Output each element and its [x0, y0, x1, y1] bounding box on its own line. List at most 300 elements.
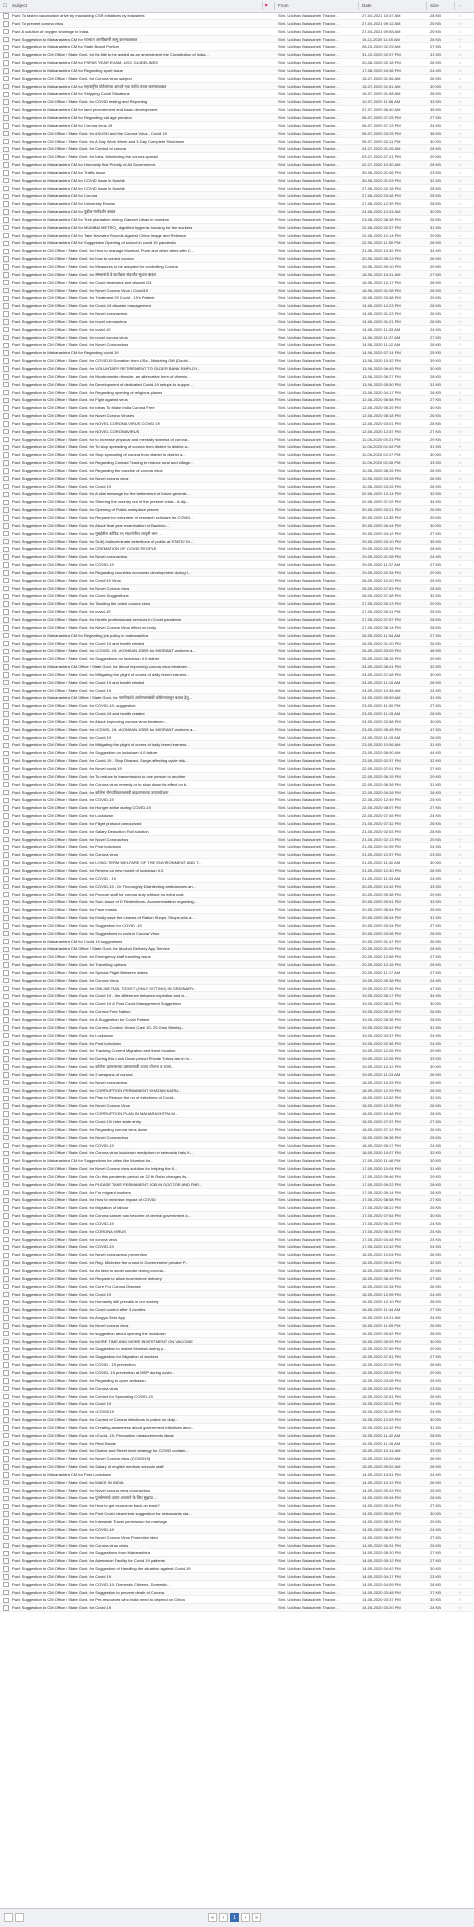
- star-icon[interactable]: ☆: [458, 993, 462, 999]
- message-subject[interactable]: Fwd: Suggestion to CM Office / State Govt. for How to get economic back on track?: [12, 1503, 160, 1509]
- current-page[interactable]: 1: [230, 1913, 239, 1922]
- star-icon[interactable]: ☆: [458, 750, 462, 756]
- message-row[interactable]: [0, 1047, 474, 1055]
- row-checkbox-icon[interactable]: [3, 1228, 9, 1235]
- message-subject[interactable]: Fwd: Suggestion to CM Office / State Govt. for Humanity still prevails in our society: [12, 1299, 159, 1305]
- row-checkbox-icon[interactable]: [3, 1502, 9, 1509]
- star-icon[interactable]: ☆: [458, 632, 462, 638]
- message-row[interactable]: [0, 1236, 474, 1244]
- message-subject[interactable]: Fwd: Suggestion to CM Office / State Govt. for COVID19 Donation from USa - Matching Gift (Doubl...: [12, 358, 191, 364]
- star-icon[interactable]: ☆: [458, 1205, 462, 1211]
- message-row[interactable]: [0, 1494, 474, 1502]
- message-subject[interactable]: Fwd: Suggestion to CM Office / State Govt. for Covid 19: [12, 1401, 112, 1407]
- star-icon[interactable]: ☆: [458, 373, 462, 379]
- star-icon[interactable]: ☆: [458, 915, 462, 921]
- message-row[interactable]: [0, 883, 474, 891]
- star-icon[interactable]: ☆: [458, 1071, 462, 1077]
- star-icon[interactable]: ☆: [458, 624, 462, 630]
- row-checkbox-icon[interactable]: [3, 1267, 9, 1274]
- star-icon[interactable]: ☆: [458, 1079, 462, 1085]
- message-row[interactable]: [0, 545, 474, 553]
- star-icon[interactable]: ☆: [458, 232, 462, 238]
- row-checkbox-icon[interactable]: [3, 483, 9, 490]
- star-icon[interactable]: ☆: [458, 1260, 462, 1266]
- star-icon[interactable]: ☆: [458, 177, 462, 183]
- row-checkbox-icon[interactable]: [3, 1173, 9, 1180]
- message-subject[interactable]: Fwd: Suggestion to CM Office / State Govt. for Covid 19 & Post Covid Management Suggestion: [12, 1001, 181, 1007]
- star-icon[interactable]: ☆: [458, 726, 462, 732]
- star-icon[interactable]: ☆: [458, 883, 462, 889]
- message-subject[interactable]: Fwd: Suggestion to CM Office / State Govt. for Control of Corona infections in police on duty...: [12, 1417, 178, 1423]
- message-row[interactable]: [0, 1604, 474, 1612]
- message-row[interactable]: [0, 789, 474, 797]
- message-row[interactable]: [0, 106, 474, 114]
- message-subject[interactable]: Fwd: Suggestion to CM Office / State Govt. for COVID-19: [12, 562, 114, 568]
- star-icon[interactable]: ☆: [458, 899, 462, 905]
- message-subject[interactable]: Fwd: Suggestion to CM Office / State Govt. for संस्थानांचे वे कार्यक्रम संदर्भात सूचना बाबत: [12, 271, 156, 277]
- message-subject[interactable]: Fwd: Suggestion to CM Office / State Govt. for novel corona virus: [12, 334, 128, 340]
- star-icon[interactable]: ☆: [458, 428, 462, 434]
- message-subject[interactable]: Fwd: Suggestion to CM Office / State Govt. for Novel Corona Virus effect on body: [12, 624, 157, 630]
- row-checkbox-icon[interactable]: [3, 977, 9, 984]
- message-subject[interactable]: Fwd: Suggestion to CM Office / State Govt. for COVID-19: [12, 1142, 114, 1148]
- row-checkbox-icon[interactable]: [3, 1416, 9, 1423]
- star-icon[interactable]: ☆: [458, 718, 462, 724]
- message-row[interactable]: [0, 247, 474, 255]
- message-subject[interactable]: Fwd: Suggestion to CM Office / State Govt. for Review on new model of lockdown 4.0: [12, 867, 164, 873]
- message-subject[interactable]: Fwd: Suggestion to CM Office / State Govt. for Creating awareness about government initiatives amo...: [12, 1424, 195, 1430]
- row-checkbox-icon[interactable]: [3, 1204, 9, 1211]
- message-row[interactable]: [0, 310, 474, 318]
- message-subject[interactable]: Fwd: Suggestion to Maharashtra CM for Suggestion Opening of school in covid 19 pandemic: [12, 240, 177, 246]
- message-subject[interactable]: Fwd: Suggestion to Maharashtra CM for Corona virus 19: [12, 122, 113, 128]
- message-subject[interactable]: Fwd: Suggestion to CM Office / State Govt. for novel coronavirus: [12, 318, 127, 324]
- message-row[interactable]: [0, 1259, 474, 1267]
- row-checkbox-icon[interactable]: [3, 592, 9, 599]
- message-row[interactable]: [0, 1345, 474, 1353]
- row-checkbox-icon[interactable]: [3, 1275, 9, 1282]
- message-row[interactable]: [0, 185, 474, 193]
- message-subject[interactable]: Fwd: Suggestion to CM Office / State Govt. for Ideas To Make India Corona Free: [12, 405, 155, 411]
- row-checkbox-icon[interactable]: [3, 734, 9, 741]
- message-row[interactable]: [0, 1228, 474, 1236]
- row-checkbox-icon[interactable]: [3, 1322, 9, 1329]
- message-row[interactable]: [0, 891, 474, 899]
- star-icon[interactable]: ☆: [458, 985, 462, 991]
- message-subject[interactable]: Fwd: Suggestion to CM Office / State Govt. for Novel Corona virus: [12, 585, 130, 591]
- message-subject[interactable]: Fwd: Suggestion to CM Office / State Govt. for Post lockdown: [12, 1040, 122, 1046]
- message-subject[interactable]: Fwd: Suggestion to CM Office / State Govt. for Interstate Travel permission for marriage: [12, 1519, 168, 1524]
- row-checkbox-icon[interactable]: [3, 1259, 9, 1266]
- message-row[interactable]: [0, 961, 474, 969]
- message-row[interactable]: [0, 169, 474, 177]
- message-row[interactable]: [0, 1087, 474, 1095]
- star-icon[interactable]: ☆: [458, 169, 462, 175]
- message-row[interactable]: [0, 1400, 474, 1408]
- star-icon[interactable]: ☆: [458, 193, 462, 199]
- message-row[interactable]: [0, 1055, 474, 1063]
- message-row[interactable]: [0, 1573, 474, 1581]
- from-column-header[interactable]: From: [278, 3, 289, 8]
- message-row[interactable]: [0, 451, 474, 459]
- row-checkbox-icon[interactable]: [3, 1518, 9, 1525]
- message-subject[interactable]: Fwd: Suggestion to CM Office / State Govt. for Steering the country out of the present crisis - A dip...: [12, 499, 190, 505]
- message-row[interactable]: [0, 1416, 474, 1424]
- message-row[interactable]: [0, 851, 474, 859]
- message-subject[interactable]: Fwd: Suggestion to CM Office / State Govt. for पुनर्वसनाचे उपाय अपनाने के लिए सुझाव ...: [12, 1495, 158, 1501]
- message-row[interactable]: [0, 263, 474, 271]
- message-row[interactable]: [0, 1424, 474, 1432]
- message-row[interactable]: [0, 1251, 474, 1259]
- message-row[interactable]: [0, 530, 474, 538]
- message-row[interactable]: [0, 1243, 474, 1251]
- message-subject[interactable]: Fwd: Suggestion to CM Office / State Govt. for Novel corona virus: [12, 475, 129, 481]
- row-checkbox-icon[interactable]: [3, 561, 9, 568]
- star-icon[interactable]: ☆: [458, 1189, 462, 1195]
- star-icon[interactable]: ☆: [458, 1322, 462, 1328]
- star-icon[interactable]: ☆: [458, 836, 462, 842]
- star-icon[interactable]: ☆: [458, 256, 462, 262]
- message-row[interactable]: [0, 843, 474, 851]
- row-checkbox-icon[interactable]: [3, 28, 9, 35]
- row-checkbox-icon[interactable]: [3, 443, 9, 450]
- star-icon[interactable]: ☆: [458, 185, 462, 191]
- row-checkbox-icon[interactable]: [3, 475, 9, 482]
- message-row[interactable]: [0, 1479, 474, 1487]
- star-icon[interactable]: ☆: [458, 813, 462, 819]
- star-icon[interactable]: ☆: [458, 248, 462, 254]
- row-checkbox-icon[interactable]: [3, 859, 9, 866]
- row-checkbox-icon[interactable]: [3, 1385, 9, 1392]
- message-subject[interactable]: Fwd: Suggestion to CM Office / State Govt. for Novel Coronavirus: [12, 836, 129, 842]
- message-row[interactable]: [0, 663, 474, 671]
- message-subject[interactable]: Fwd: Suggestion to CM Office / State Govt. for COVID-19: [12, 797, 114, 803]
- message-row[interactable]: [0, 255, 474, 263]
- message-row[interactable]: [0, 475, 474, 483]
- message-subject[interactable]: Fwd: Suggestion to CM Office / State Govt. for How to manage Mumbai, Pune and other cities with C...: [12, 248, 195, 254]
- row-checkbox-icon[interactable]: [3, 1393, 9, 1400]
- message-subject[interactable]: Fwd: Suggestion to CM Office / State Govt. for Mitigating the plight of crores of daily breed earners...: [12, 671, 190, 677]
- star-icon[interactable]: ☆: [458, 577, 462, 583]
- star-icon[interactable]: ☆: [458, 1064, 462, 1070]
- row-checkbox-icon[interactable]: [3, 898, 9, 905]
- message-row[interactable]: [0, 1369, 474, 1377]
- row-checkbox-icon[interactable]: [3, 318, 9, 325]
- star-icon[interactable]: ☆: [458, 1173, 462, 1179]
- message-row[interactable]: [0, 1353, 474, 1361]
- row-checkbox-icon[interactable]: [3, 812, 9, 819]
- row-checkbox-icon[interactable]: [3, 922, 9, 929]
- message-subject[interactable]: Fwd: Suggestion to CM Office / State Govt. for corona virus: [12, 1236, 118, 1242]
- message-row[interactable]: [0, 804, 474, 812]
- message-row[interactable]: [0, 138, 474, 146]
- star-icon[interactable]: ☆: [458, 1315, 462, 1321]
- message-subject[interactable]: Fwd: Suggestion to CM Office / State Govt. for Novel Coronavirus: [12, 1134, 129, 1140]
- row-checkbox-icon[interactable]: [3, 287, 9, 294]
- message-subject[interactable]: Fwd: Suggestion to CM Office / State Govt. for Cure For Corona Disease: [12, 1283, 141, 1289]
- message-subject[interactable]: Fwd: Suggestion to CM Office / State Govt. for An idea to avoid suicide during corona...: [12, 1268, 167, 1273]
- message-subject[interactable]: Fwd: Suggestion to CM Office / State Govt. for Novel Corona virus (COVID19): [12, 1456, 151, 1462]
- row-checkbox-icon[interactable]: [3, 1071, 9, 1078]
- star-icon[interactable]: ☆: [458, 1213, 462, 1219]
- message-subject[interactable]: Fwd: Suggestion to CM Office / State Govt. for Novel Coronavirus: [12, 342, 129, 348]
- message-row[interactable]: [0, 318, 474, 326]
- row-checkbox-icon[interactable]: [3, 153, 9, 160]
- message-row[interactable]: [0, 977, 474, 985]
- star-icon[interactable]: ☆: [458, 381, 462, 387]
- row-checkbox-icon[interactable]: [3, 1283, 9, 1290]
- message-row[interactable]: [0, 506, 474, 514]
- row-checkbox-icon[interactable]: [3, 1455, 9, 1462]
- row-checkbox-icon[interactable]: [3, 883, 9, 890]
- message-subject[interactable]: Fwd: Suggestion to CM Office / State Govt. for A Day Work Week and 3-Day Complete Shutdown: [12, 138, 185, 144]
- row-checkbox-icon[interactable]: [3, 1432, 9, 1439]
- message-subject[interactable]: Fwd: Suggestion to CM Office / State Govt. for Emergency staff traveling issue: [12, 954, 151, 960]
- star-icon[interactable]: ☆: [458, 452, 462, 458]
- row-checkbox-icon[interactable]: [3, 349, 9, 356]
- row-checkbox-icon[interactable]: [3, 1361, 9, 1368]
- message-row[interactable]: [0, 467, 474, 475]
- star-icon[interactable]: ☆: [458, 1118, 462, 1124]
- star-icon[interactable]: ☆: [458, 828, 462, 834]
- message-row[interactable]: [0, 1557, 474, 1565]
- row-checkbox-icon[interactable]: [3, 412, 9, 419]
- message-row[interactable]: [0, 514, 474, 522]
- message-row[interactable]: [0, 59, 474, 67]
- message-row[interactable]: [0, 1589, 474, 1597]
- message-subject[interactable]: Fwd: Suggestion to CM Office / State Govt. for Tackling the nobel corona virus: [12, 601, 151, 607]
- row-checkbox-icon[interactable]: [3, 1024, 9, 1031]
- star-icon[interactable]: ☆: [458, 907, 462, 913]
- star-icon[interactable]: ☆: [458, 483, 462, 489]
- star-icon[interactable]: ☆: [458, 436, 462, 442]
- message-subject[interactable]: Fwd: Suggestion to CM Office / State Govt. for Suggestions to control Corona Virus: [12, 930, 160, 936]
- row-checkbox-icon[interactable]: [3, 1008, 9, 1015]
- message-subject[interactable]: Fwd: Suggestion to CM Office / State Govt. for During this Lock Down period Private Tutors are in m...: [12, 1056, 193, 1062]
- message-row[interactable]: [0, 1518, 474, 1526]
- star-icon[interactable]: ☆: [458, 1087, 462, 1093]
- message-row[interactable]: [0, 365, 474, 373]
- star-icon[interactable]: ☆: [458, 162, 462, 168]
- message-subject[interactable]: Fwd: Suggestion to CM Office / State Govt. for CREMATION OF COVID PEOPLE: [12, 546, 157, 552]
- row-checkbox-icon[interactable]: [3, 608, 9, 615]
- star-icon[interactable]: ☆: [458, 867, 462, 873]
- star-icon[interactable]: ☆: [458, 342, 462, 348]
- message-row[interactable]: [0, 561, 474, 569]
- star-icon[interactable]: ☆: [458, 789, 462, 795]
- row-checkbox-icon[interactable]: [3, 906, 9, 913]
- message-row[interactable]: [0, 1142, 474, 1150]
- message-subject[interactable]: Fwd: To prevent corona virus: [12, 20, 64, 26]
- row-checkbox-icon[interactable]: [3, 1087, 9, 1094]
- message-row[interactable]: [0, 969, 474, 977]
- message-subject[interactable]: Fwd: Suggestion to CM Office / State Govt. for Novel Corona Virus Protection idea: [12, 1534, 158, 1540]
- star-icon[interactable]: ☆: [458, 946, 462, 952]
- message-row[interactable]: [0, 1440, 474, 1448]
- message-subject[interactable]: Fwd: Suggestion to CM Office / State Govt. for Novel coronavirus prevention: [12, 1252, 148, 1258]
- star-icon[interactable]: ☆: [458, 703, 462, 709]
- message-row[interactable]: [0, 177, 474, 185]
- star-icon[interactable]: ☆: [458, 67, 462, 73]
- row-checkbox-icon[interactable]: [3, 294, 9, 301]
- message-subject[interactable]: Fwd: Suggestion to CM Office / State Govt. for Measures to be adopted for controlling Corona: [12, 264, 178, 269]
- row-checkbox-icon[interactable]: [3, 1471, 9, 1478]
- row-checkbox-icon[interactable]: [3, 389, 9, 396]
- star-icon[interactable]: ☆: [458, 1456, 462, 1462]
- message-subject[interactable]: Fwd: Suggestion to CM Office / State Govt. for Regarding corona virus down: [12, 1126, 148, 1132]
- message-subject[interactable]: Fwd: Suggestion to CM Office / State Govt. for Covid 19: [12, 1291, 112, 1297]
- message-row[interactable]: [0, 1455, 474, 1463]
- row-checkbox-icon[interactable]: [3, 83, 9, 90]
- message-subject[interactable]: Fwd: Suggestion to CM Office / State Govt. for Covid 19 - the difference between expertise and vi...: [12, 993, 188, 999]
- message-row[interactable]: [0, 349, 474, 357]
- star-icon[interactable]: ☆: [458, 1158, 462, 1164]
- message-subject[interactable]: Fwd: Suggestion to CM Office / State Govt. for Covid-19 and health related: [12, 711, 145, 717]
- message-row[interactable]: [0, 1189, 474, 1197]
- row-checkbox-icon[interactable]: [3, 36, 9, 43]
- row-checkbox-icon[interactable]: [3, 451, 9, 458]
- row-checkbox-icon[interactable]: [3, 569, 9, 576]
- star-icon[interactable]: ☆: [458, 1393, 462, 1399]
- star-icon[interactable]: ☆: [458, 224, 462, 230]
- message-subject[interactable]: Fwd: Suggestion to CM Office / State Govt. for Novel coronavirus: [12, 554, 128, 560]
- message-subject[interactable]: Fwd: Suggestion to CM Office / State Govt. for Health professionals services in Covid pandemic: [12, 616, 182, 622]
- star-icon[interactable]: ☆: [458, 546, 462, 552]
- star-icon[interactable]: ☆: [458, 1017, 462, 1022]
- row-checkbox-icon[interactable]: [3, 1338, 9, 1345]
- star-icon[interactable]: ☆: [458, 562, 462, 568]
- message-subject[interactable]: Fwd: Suggestion to CM Office / State Govt. for Regarding opening of religious places: [12, 389, 163, 395]
- star-icon[interactable]: ☆: [458, 805, 462, 811]
- row-checkbox-icon[interactable]: [3, 1047, 9, 1054]
- message-row[interactable]: [0, 1275, 474, 1283]
- row-checkbox-icon[interactable]: [3, 1573, 9, 1580]
- message-subject[interactable]: Fwd: A solution of oxygen shortage in India.: [12, 28, 90, 34]
- row-checkbox-icon[interactable]: [3, 310, 9, 317]
- message-subject[interactable]: Fwd: Suggestion to CM Office / State Govt. for Regarding countries economic development during t...: [12, 569, 192, 575]
- message-row[interactable]: [0, 208, 474, 216]
- row-checkbox-icon[interactable]: [3, 420, 9, 427]
- star-icon[interactable]: ☆: [458, 758, 462, 764]
- row-checkbox-icon[interactable]: [3, 749, 9, 756]
- row-checkbox-icon[interactable]: [3, 663, 9, 670]
- message-subject[interactable]: Fwd: Suggestion to CM Office / State Govt. for Regarding Contact Tracing to reduce rural and village...: [12, 460, 194, 466]
- star-icon[interactable]: ☆: [458, 954, 462, 960]
- message-row[interactable]: [0, 647, 474, 655]
- star-icon[interactable]: ☆: [458, 467, 462, 473]
- message-subject[interactable]: Fwd: Suggestion to CM Office / State Govt. for Special Flight Between states: [12, 969, 148, 975]
- star-icon[interactable]: ☆: [458, 1228, 462, 1234]
- star-icon[interactable]: ☆: [458, 1424, 462, 1430]
- star-icon[interactable]: ☆: [458, 1283, 462, 1289]
- star-icon[interactable]: ☆: [458, 36, 462, 42]
- row-checkbox-icon[interactable]: [3, 51, 9, 58]
- star-icon[interactable]: ☆: [458, 1401, 462, 1407]
- message-row[interactable]: [0, 1534, 474, 1542]
- row-checkbox-icon[interactable]: [3, 1196, 9, 1203]
- star-icon[interactable]: ☆: [458, 91, 462, 97]
- message-subject[interactable]: Fwd: Suggestion to CM Office / State Govt. for Regarding to open ambassu: [12, 1377, 146, 1383]
- row-checkbox-icon[interactable]: [3, 1377, 9, 1384]
- star-icon[interactable]: ☆: [458, 1558, 462, 1564]
- message-row[interactable]: [0, 12, 474, 20]
- star-icon[interactable]: ☆: [458, 1440, 462, 1446]
- star-icon[interactable]: ☆: [458, 1150, 462, 1156]
- star-icon[interactable]: ☆: [458, 240, 462, 246]
- row-checkbox-icon[interactable]: [3, 98, 9, 105]
- message-subject[interactable]: Fwd: Suggestion to CM Office / State Govt. for Reg. Minimize the crowd in Government/ private/ P...: [12, 1260, 189, 1266]
- message-row[interactable]: [0, 600, 474, 608]
- row-checkbox-icon[interactable]: [3, 992, 9, 999]
- message-row[interactable]: [0, 279, 474, 287]
- message-subject[interactable]: Fwd: Suggestion to CM Office / State Govt. for Face masks: [12, 907, 117, 913]
- message-subject[interactable]: Fwd: Suggestion to CM Office / State Govt. for to increase physical and mentally stamina of corona...: [12, 436, 191, 442]
- row-checkbox-icon[interactable]: [3, 185, 9, 192]
- message-row[interactable]: [0, 1526, 474, 1534]
- star-icon[interactable]: ☆: [458, 1346, 462, 1352]
- message-subject[interactable]: Fwd: Suggestion to CM Office / State Govt. for Novel Corona Virus: [12, 1103, 130, 1109]
- row-checkbox-icon[interactable]: [3, 1557, 9, 1564]
- message-subject[interactable]: Fwd: Suggestion to CM Office / State Govt. for Flight protocol announced: [12, 820, 142, 826]
- message-row[interactable]: [0, 239, 474, 247]
- message-row[interactable]: [0, 577, 474, 585]
- message-subject[interactable]: Fwd: Suggestion to CM Office / State Govt. for Covid 19: [12, 483, 112, 489]
- row-checkbox-icon[interactable]: [3, 789, 9, 796]
- message-subject[interactable]: Fwd: Suggestion to CM Office / State Govt. for Plan to Reduce the no of infections of Covid...: [12, 1095, 177, 1101]
- message-subject[interactable]: Fwd: Suggestion to CM Office / State Govt. for •COVID19: [12, 1409, 114, 1415]
- star-icon[interactable]: ☆: [458, 44, 462, 50]
- message-subject[interactable]: Fwd: Suggestion to CM Office / State Govt. for Regarding the vaccine of corona virus: [12, 467, 163, 473]
- star-icon[interactable]: ☆: [458, 28, 462, 34]
- message-row[interactable]: [0, 671, 474, 679]
- star-icon[interactable]: ☆: [458, 1534, 462, 1540]
- row-checkbox-icon[interactable]: [3, 545, 9, 552]
- message-subject[interactable]: Fwd: Suggestion to CM Office / State Govt. for Suggestion for COVID -19: [12, 922, 142, 928]
- message-subject[interactable]: Fwd: Suggestion to CM Office / State Govt. for Post lockdown: [12, 844, 122, 850]
- message-subject[interactable]: Fwd: Suggestion to CM Office / State Govt. for Novel covid-19: [12, 766, 122, 771]
- row-checkbox-icon[interactable]: [3, 1040, 9, 1047]
- star-icon[interactable]: ☆: [458, 664, 462, 670]
- message-subject[interactable]: Fwd: Suggestion to CM Office / State Govt. for •COVID- 19- •KONKAN JOBS for MIGRANT workers a...: [12, 726, 196, 732]
- star-icon[interactable]: ☆: [458, 107, 462, 113]
- message-subject[interactable]: Fwd: Suggestion to CM Office / State Govt. for covid-19: [12, 609, 111, 615]
- message-subject[interactable]: Fwd: Suggestion to CM Office / State Govt. for Admission Facility for Covid 19 patients: [12, 1558, 165, 1564]
- message-subject[interactable]: Fwd: Suggestion to CM Office / State Govt. for Novel Corona virus solution for helping the fi...: [12, 1166, 178, 1172]
- row-checkbox-icon[interactable]: [3, 804, 9, 811]
- message-subject[interactable]: Fwd: Suggestion to CM Office / State Govt. for Development of dedicated Covid-19 setups to suppor...: [12, 381, 193, 387]
- message-row[interactable]: [0, 36, 474, 44]
- message-subject[interactable]: Fwd: Suggestion to CM Office / State Govt. for Novel corona virus coronavirus: [12, 1487, 151, 1493]
- message-row[interactable]: [0, 294, 474, 302]
- row-checkbox-icon[interactable]: [3, 75, 9, 82]
- star-icon[interactable]: ☆: [458, 444, 462, 450]
- message-row[interactable]: [0, 114, 474, 122]
- message-row[interactable]: [0, 122, 474, 130]
- message-row[interactable]: [0, 1447, 474, 1455]
- message-row[interactable]: [0, 592, 474, 600]
- row-checkbox-icon[interactable]: [3, 1110, 9, 1117]
- message-subject[interactable]: Fwd: Suggestion to CM Office / State Govt. for Covid 19: [12, 1605, 112, 1611]
- row-checkbox-icon[interactable]: [3, 334, 9, 341]
- message-subject[interactable]: Fwd: Suggestion to CM Office / State Govt. for District and Street level strategy for COVID contain...: [12, 1448, 189, 1454]
- message-subject[interactable]: Fwd: Suggestion to CM Office / State Govt. for To stop spreading of corona from district to district a...: [12, 444, 191, 450]
- row-checkbox-icon[interactable]: [3, 1102, 9, 1109]
- message-subject[interactable]: Fwd: Suggestion to CM Office / State Govt. for Treatment Of Covid - 19's Patient: [12, 295, 155, 301]
- row-checkbox-icon[interactable]: [3, 302, 9, 309]
- row-checkbox-icon[interactable]: [3, 655, 9, 662]
- star-icon[interactable]: ☆: [458, 1040, 462, 1046]
- message-row[interactable]: [0, 773, 474, 781]
